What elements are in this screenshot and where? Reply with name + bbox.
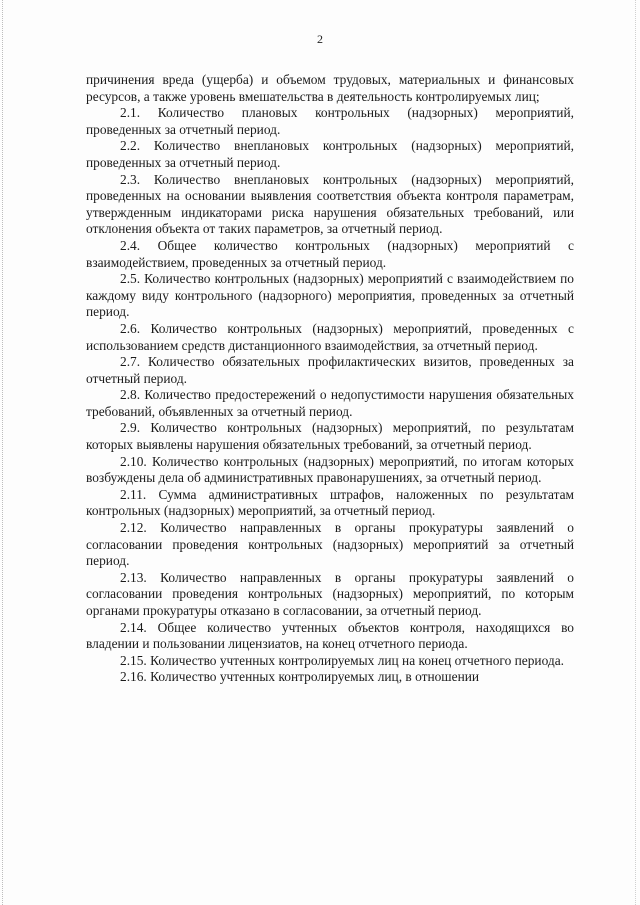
scan-right-edge (634, 0, 636, 905)
paragraph-2-10: 2.10. Количество контрольных (надзорных) мероприятий, по итогам которых возбуждены дела об административных правонарушениях, за отчетный период. (86, 453, 574, 486)
paragraph-2-4: 2.4. Общее количество контрольных (надзорных) мероприятий с взаимодействием, проведенных за отчетный период. (86, 237, 574, 270)
paragraph-2-7: 2.7. Количество обязательных профилактических визитов, проведенных за отчетный период. (86, 354, 574, 386)
paragraph-2-13: 2.13. Количество направленных в органы прокуратуры заявлений о согласовании проведения контрольных (надзорных) мероприятий, по которым органами прокуратуры отказано в согласовании, за отчетный период. (86, 569, 574, 618)
paragraph-2-6: 2.6. Количество контрольных (надзорных) мероприятий, проведенных с использованием средств дистанционного взаимодействия, за отчетный период. (86, 320, 574, 353)
scan-left-edge (2, 0, 4, 905)
paragraph-2-16: 2.16. Количество учтенных контролируемых лиц, в отношении (120, 669, 480, 685)
paragraph-2-2: 2.2. Количество внеплановых контрольных (надзорных) мероприятий, проведенных за отчетный период. (86, 138, 574, 170)
document-body (86, 72, 574, 686)
paragraph-2-8: 2.8. Количество предостережений о недопустимости нарушения обязательных требований, объявленных за отчетный период. (86, 387, 574, 419)
paragraph-2-1: 2.1. Количество плановых контрольных (надзорных) мероприятий, проведенных за отчетный период. (86, 105, 574, 137)
paragraph-2-5: 2.5. Количество контрольных (надзорных) мероприятий с взаимодействием по каждому виду контрольного (надзорного) мероприятия, проведенных за отчетный период. (86, 271, 574, 320)
paragraph-2-11: 2.11. Сумма административных штрафов, наложенных по результатам контрольных (надзорных) мероприятий, за отчетный период. (86, 486, 574, 519)
page-number: 2 (317, 32, 323, 46)
paragraph-2-14: 2.14. Общее количество учтенных объектов контроля, находящихся во владении и пользовании лицензиатов, на конец отчетного периода. (86, 619, 574, 652)
paragraph-2-15: 2.15. Количество учтенных контролируемых лиц на конец отчетного периода. (120, 652, 565, 668)
paragraph-2-9: 2.9. Количество контрольных (надзорных) мероприятий, по результатам которых выявлены нарушения обязательных требований, за отчетный период. (86, 420, 574, 453)
paragraph-2-3: 2.3. Количество внеплановых контрольных (надзорных) мероприятий, проведенных на основании выявления соответствия объекта контроля параметрам, утвержденным индикаторами риска нарушения обязательных требований, или отклонения объекта от таких параметров, за отчетный период. (86, 171, 574, 237)
paragraph: причинения вреда (ущерба) и объемом трудовых, материальных и финансовых ресурсов, а также уровень вмешательства в деятельность контролируемых лиц; (86, 72, 574, 104)
paragraph-2-12: 2.12. Количество направленных в органы прокуратуры заявлений о согласовании проведения контрольных (надзорных) мероприятий за отчетный период. (86, 520, 574, 569)
